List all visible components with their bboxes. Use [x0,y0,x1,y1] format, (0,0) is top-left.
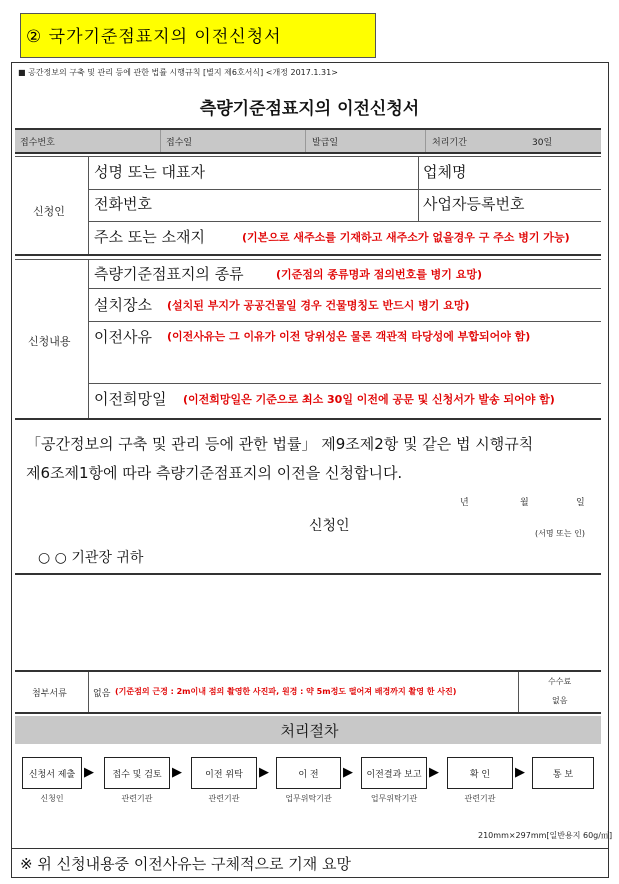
divider [418,189,419,221]
day-label: 일 [576,498,585,508]
applicant-signature-label: 신청인 [309,518,350,534]
location-field[interactable]: 설치장소 [94,296,152,314]
divider [88,221,601,222]
step-label: 신청인 [40,794,64,803]
request-section-label: 신청내용 [28,335,71,348]
step-label: 관련기관 [464,794,496,803]
paper-spec: 210mm×297mm[일반용지 60g/㎡] [478,831,613,840]
legal-reference: ■ 공간정보의 구축 및 관리 등에 관한 법률 시행규칙 [별지 제6호서식] <개정 2017.1.31> [18,68,338,77]
divider [11,848,609,849]
step-label: 업무위탁기관 [370,794,418,803]
biz-no-field[interactable]: 사업자등록번호 [423,195,525,213]
info-row [15,130,601,152]
divider [15,712,601,714]
footer-note: ※ 위 신청내용중 이전사유는 구체적으로 기재 요망 [20,855,351,873]
month-label: 월 [520,498,529,508]
step-label: 관련기관 [121,794,153,803]
applicant-section-label: 신청인 [33,205,65,218]
date-field[interactable]: 이전희망일 [94,390,167,408]
process-period-label: 처리기간 [432,138,467,148]
divider [15,670,601,672]
company-field[interactable]: 업체명 [423,163,467,181]
date-note: (이전희망일은 기준으로 최소 30일 이전에 공문 및 신청서가 발송 되어야 함) [183,393,555,406]
arrow-right-icon: ▶ [172,765,182,780]
fee-label: 수수료 [548,677,572,686]
divider [88,321,601,322]
divider [88,288,601,289]
step-box: 이 전 [276,757,341,789]
reason-field[interactable]: 이전사유 [94,328,152,346]
address-field[interactable]: 주소 또는 소재지 [94,228,205,246]
divider [15,259,601,260]
divider [418,156,419,189]
receipt-no-label: 접수번호 [20,138,55,148]
type-field[interactable]: 측량기준점표지의 종류 [94,265,244,283]
reason-note: (이전사유는 그 이유가 이전 당위성은 물론 객관적 타당성에 부합되어야 함) [167,330,531,343]
step-box: 확 인 [447,757,513,789]
header-title: ② 국가기준점표지의 이전신청서 [26,27,282,47]
divider [15,573,601,575]
step-label: 업무위탁기관 [285,794,332,803]
step-box: 이전 위탁 [191,757,257,789]
sign-hint: (서명 또는 인) [535,529,585,538]
divider [88,672,89,712]
declaration-line2: 제6조제1항에 따라 측량기준점표지의 이전을 신청합니다. [26,464,403,482]
divider [160,130,161,152]
divider [15,418,601,420]
step-box: 신청서 제출 [22,757,82,789]
address-note: (기본으로 새주소를 기재하고 새주소가 없을경우 구 주소 병기 가능) [242,231,570,244]
divider [425,130,426,152]
arrow-right-icon: ▶ [515,765,525,780]
arrow-right-icon: ▶ [259,765,269,780]
phone-field[interactable]: 전화번호 [94,195,152,213]
divider [15,152,601,154]
arrow-right-icon: ▶ [429,765,439,780]
divider [88,156,89,254]
issue-date-label: 발급일 [312,138,339,148]
year-label: 년 [460,498,469,508]
declaration-line1: 「공간정보의 구축 및 관리 등에 관한 법률」 제9조제2항 및 같은 법 시행규칙 [26,435,534,453]
procedure-title: 처리절차 [280,722,339,740]
attachments-prefix: 없음 [93,689,111,699]
arrow-right-icon: ▶ [84,765,94,780]
fee-value: 없음 [552,696,568,705]
location-note: (설치된 부지가 공공건물일 경우 건물명칭도 반드시 병기 요망) [167,299,470,312]
step-box: 접수 및 검토 [104,757,170,789]
process-period-value: 30일 [532,138,553,148]
recipient: ○ ○ 기관장 귀하 [38,550,144,566]
step-label: 관련기관 [208,794,240,803]
arrow-right-icon: ▶ [343,765,353,780]
divider [88,259,89,419]
receipt-date-label: 접수일 [166,138,193,148]
form-title: 측량기준점표지의 이전신청서 [199,99,420,119]
divider [305,130,306,152]
step-box: 통 보 [532,757,594,789]
divider [518,672,519,712]
name-field[interactable]: 성명 또는 대표자 [94,163,205,181]
divider [88,189,601,190]
type-note: (기준점의 종류명과 점의번호를 병기 요망) [276,268,483,281]
step-box: 이전결과 보고 [361,757,427,789]
divider [88,383,601,384]
divider [15,156,601,157]
divider [15,254,601,256]
attachments-label: 첨부서류 [32,689,67,699]
attachments-note: (기준점의 근경 : 2m이내 점의 촬영한 사진파, 원경 : 약 5m정도 떨어져 배경까지 촬영 한 사진) [115,687,457,696]
